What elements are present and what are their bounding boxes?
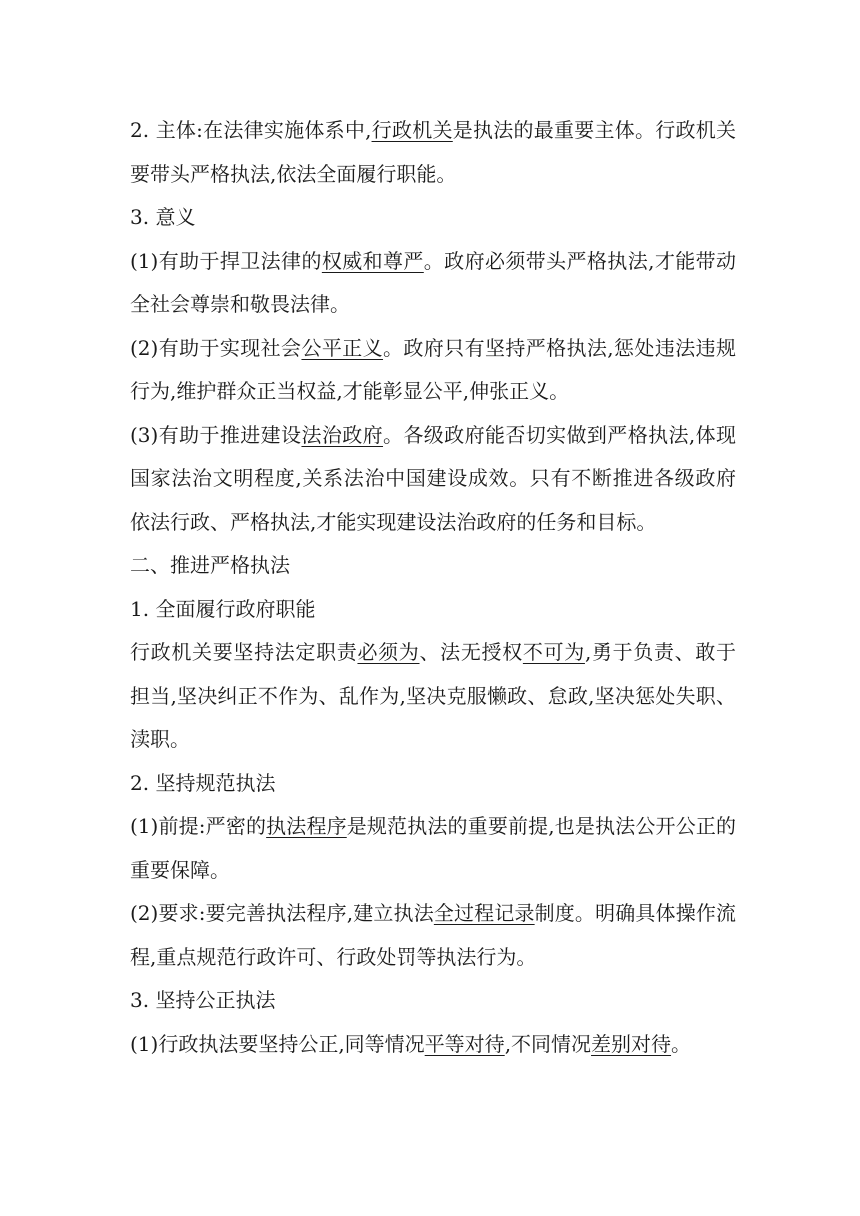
paragraph-premise xyxy=(130,805,736,892)
text-segment: 是规范执法的重要前提,也是执法公开公正的重要保障。 xyxy=(130,814,736,882)
text-segment: 。各级政府能否切实做到严格执法,体现国家法治文明程度,关系法治中国建设成效。只有不断推进各级政府依法行政、严格执法,才能实现建设法治政府的任务和目标。 xyxy=(130,422,736,534)
text-segment: (3)有助于推进建设 xyxy=(130,422,302,447)
subheading-standard xyxy=(130,762,736,806)
document-body xyxy=(130,109,736,1066)
text-segment: 。 xyxy=(671,1031,692,1056)
subheading-fair xyxy=(130,979,736,1023)
text-segment: 。政府必须带头严格执法,才能带动全社会尊崇和敬畏法律。 xyxy=(130,248,736,316)
text-segment: 2. 主体:在法律实施体系中, xyxy=(130,118,372,142)
text-segment: (2)有助于实现社会 xyxy=(130,335,302,360)
heading-text: 3. 意义 xyxy=(130,205,196,229)
section-heading-promote xyxy=(130,544,736,588)
section-heading-significance xyxy=(130,196,736,240)
heading-text: 2. 坚持规范执法 xyxy=(130,770,276,795)
underlined-keyword: 不可为 xyxy=(522,640,585,664)
subheading-duties xyxy=(130,588,736,632)
paragraph-fair-1 xyxy=(130,1023,736,1067)
text-segment: 、法无授权 xyxy=(419,640,523,664)
underlined-keyword: 法治政府 xyxy=(301,422,384,447)
paragraph-significance-3 xyxy=(130,414,736,545)
text-segment: 制度。明确具体操作流程,重点规范行政许可、行政处罚等执法行为。 xyxy=(130,901,736,969)
heading-text: 3. 坚持公正执法 xyxy=(130,988,276,1012)
paragraph-duties xyxy=(130,631,736,762)
text-segment: 是执法的最重要主体。行政机关要带头严格执法,依法全面履行职能。 xyxy=(130,118,737,186)
underlined-keyword: 公平正义 xyxy=(301,335,384,360)
text-segment: (2)要求:要完善执法程序,建立执法 xyxy=(130,901,434,925)
text-segment: ,不同情况 xyxy=(504,1031,592,1056)
underlined-keyword: 权威和尊严 xyxy=(321,248,424,273)
heading-text: 二、推进严格执法 xyxy=(130,553,290,577)
underlined-keyword: 必须为 xyxy=(357,640,420,664)
text-segment: 行政机关要坚持法定职责 xyxy=(130,640,358,664)
text-segment: (1)行政执法要坚持公正,同等情况 xyxy=(130,1031,425,1056)
paragraph-significance-2 xyxy=(130,327,736,414)
text-segment: (1)前提:严密的 xyxy=(130,814,267,838)
paragraph-requirement xyxy=(130,892,736,979)
heading-text: 1. 全面履行政府职能 xyxy=(130,596,316,621)
text-segment: ,勇于负责、敢于担当,坚决纠正不作为、乱作为,坚决克服懒政、怠政,坚决惩处失职、渎职。 xyxy=(130,640,737,751)
paragraph-significance-1 xyxy=(130,240,736,327)
text-segment: (1)有助于捍卫法律的 xyxy=(130,248,322,273)
underlined-keyword: 执法程序 xyxy=(266,814,347,838)
underlined-keyword: 平等对待 xyxy=(424,1031,505,1056)
paragraph-subject xyxy=(130,109,736,196)
underlined-keyword: 全过程记录 xyxy=(433,901,535,925)
underlined-keyword: 差别对待 xyxy=(591,1031,672,1056)
text-segment: 。政府只有坚持严格执法,惩处违法违规行为,维护群众正当权益,才能彰显公平,伸张正义。 xyxy=(130,335,736,403)
underlined-keyword: 行政机关 xyxy=(371,118,453,142)
